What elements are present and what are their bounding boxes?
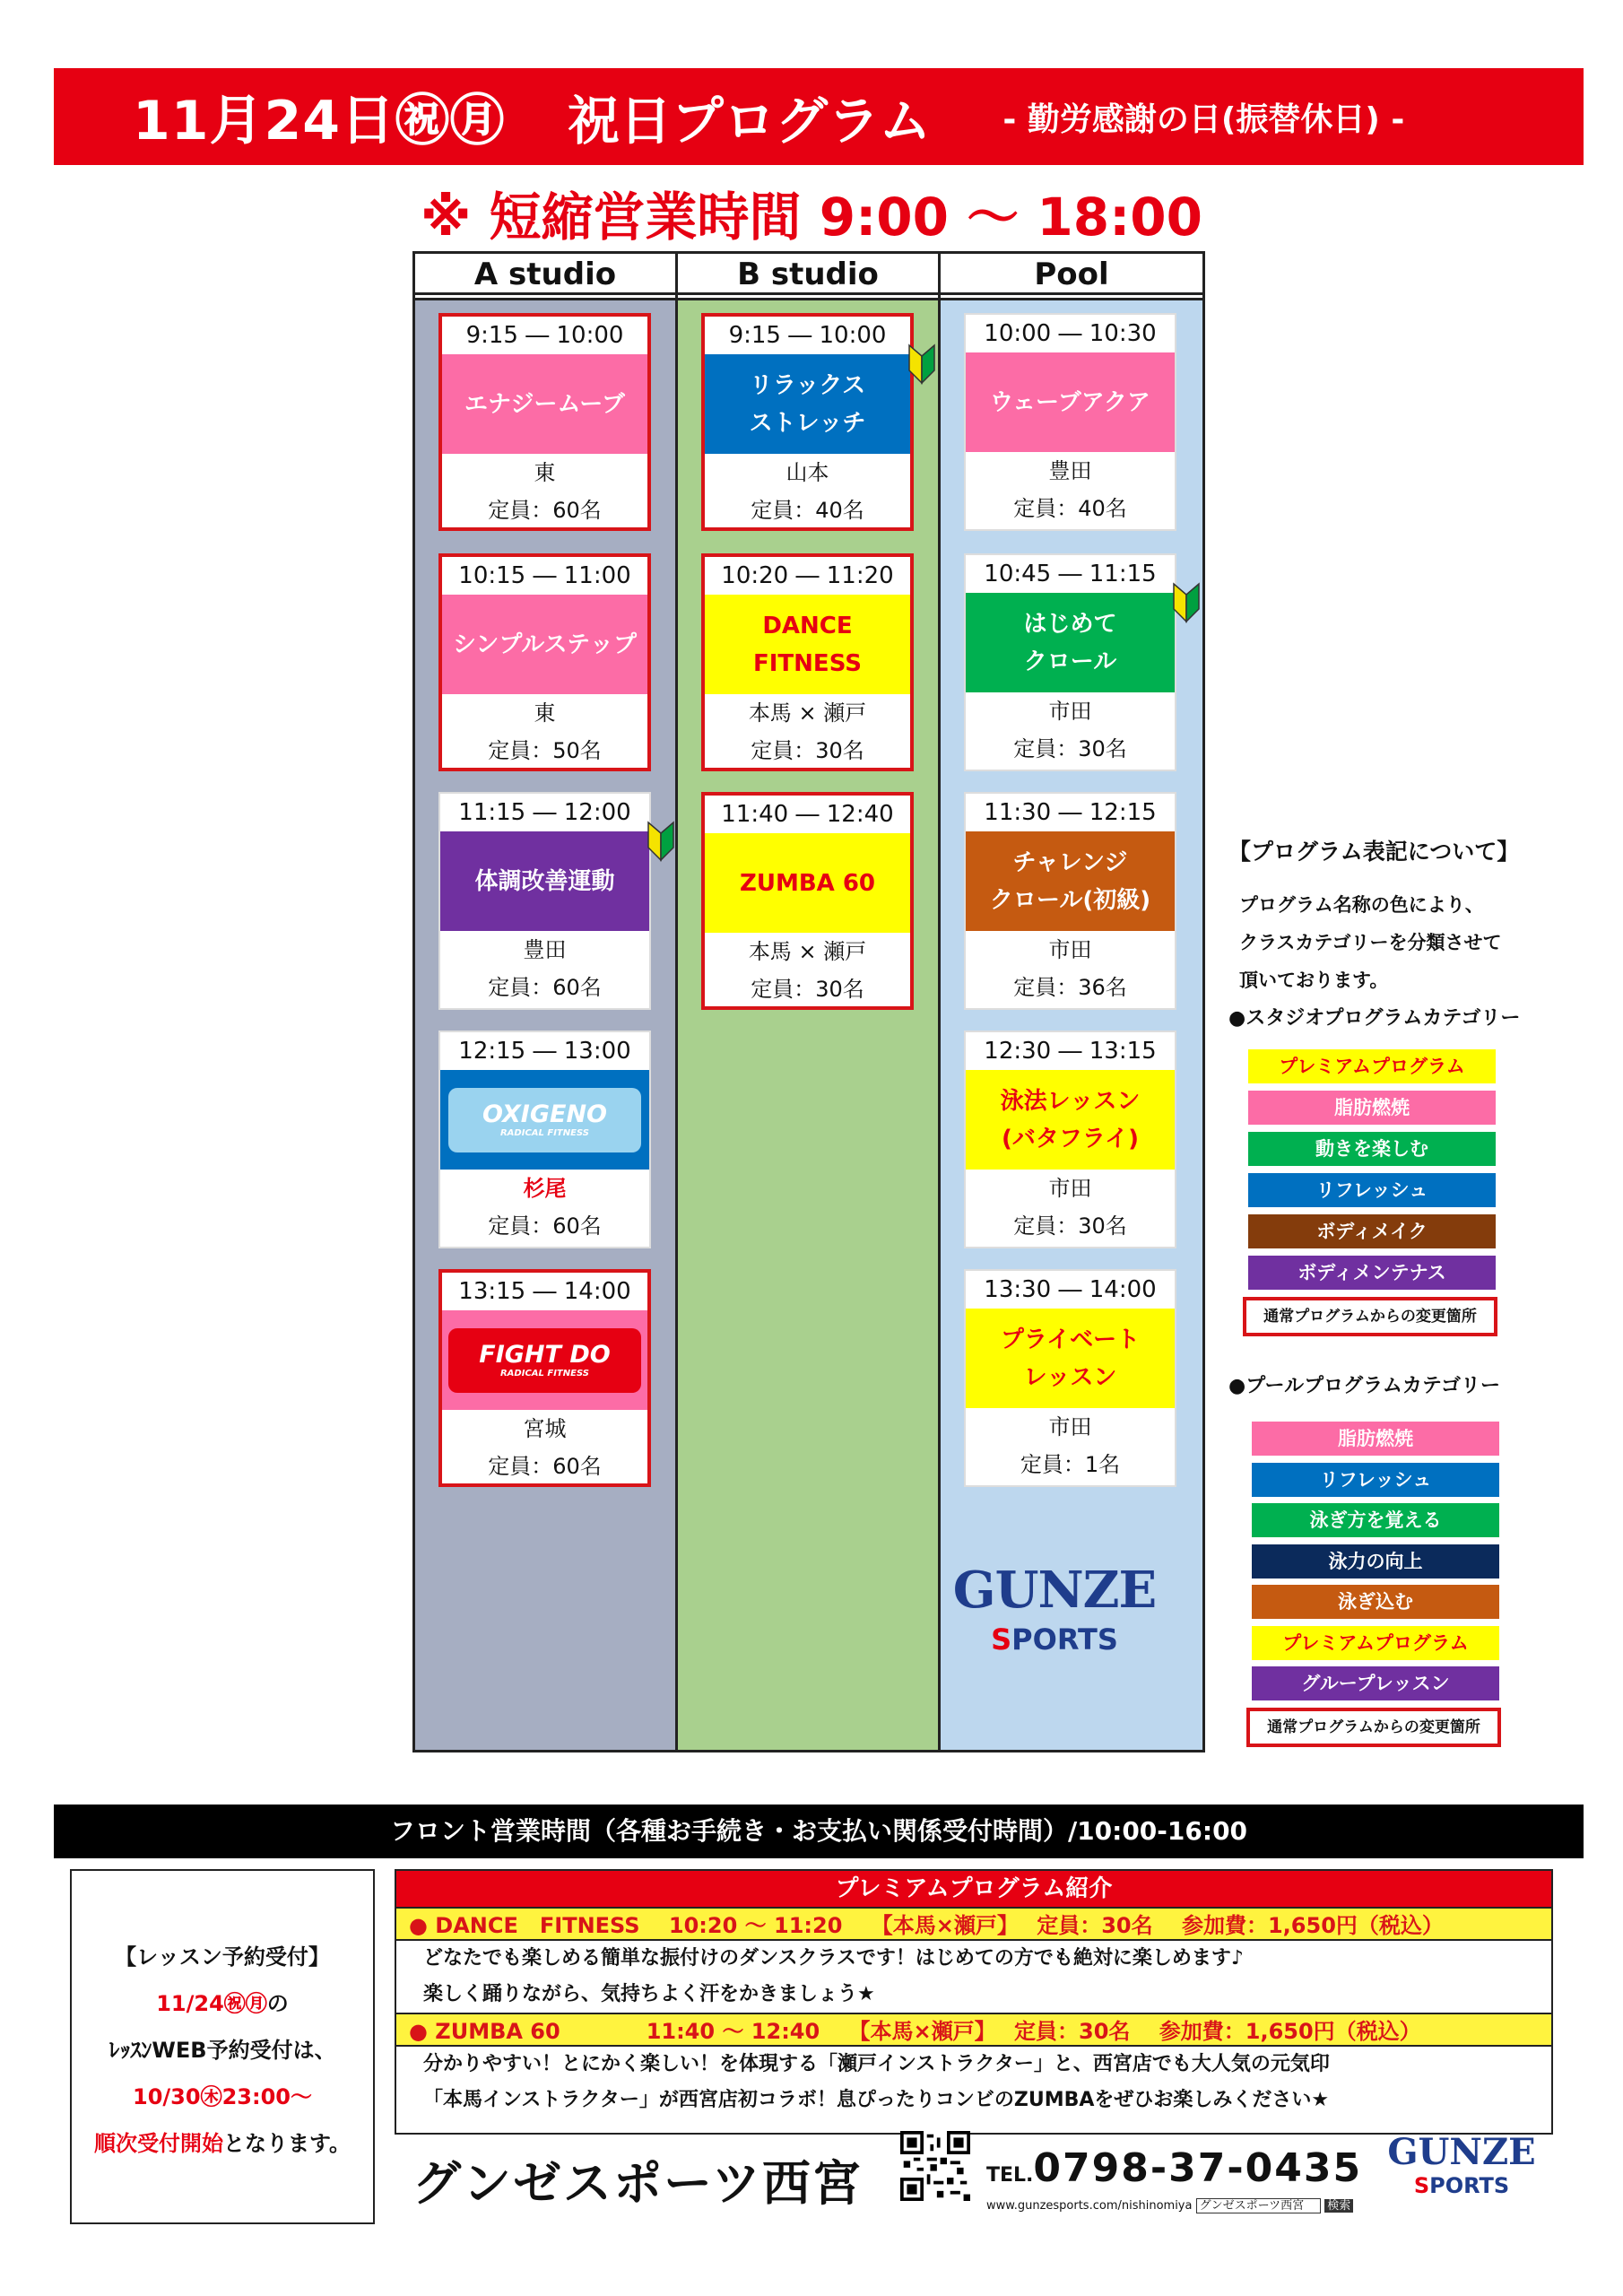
class-card[interactable] bbox=[438, 792, 651, 1010]
class-name: シンプルステップ bbox=[442, 595, 647, 694]
class-name: ZUMBA 60 bbox=[705, 833, 910, 933]
sports-logo-s: S bbox=[991, 1622, 1012, 1657]
column-header: A studio bbox=[415, 254, 675, 295]
class-card[interactable] bbox=[438, 553, 651, 771]
class-capacity: 定員：40名 bbox=[751, 498, 864, 523]
legend-category: 動きを楽しむ bbox=[1248, 1132, 1496, 1166]
reservation-start: 順次受付開始 bbox=[93, 2131, 223, 2156]
class-time: 11:15 ― 12:00 bbox=[458, 799, 631, 826]
class-capacity: 定員：30名 bbox=[1013, 736, 1127, 761]
class-card[interactable] bbox=[964, 1269, 1176, 1487]
class-time: 13:30 ― 14:00 bbox=[984, 1276, 1157, 1303]
class-name: プライベート レッスン bbox=[966, 1309, 1175, 1408]
legend-desc-line: 頂いております。 bbox=[1239, 970, 1389, 991]
premium-title: プレミアムプログラム紹介 bbox=[396, 1871, 1551, 1907]
qr-code-icon bbox=[900, 2131, 970, 2201]
legend-category: ボディメンテナス bbox=[1248, 1256, 1496, 1290]
premium-zumba-desc-1: 分かりやすい！とにかく楽しい！を体現する「瀬戸インストラクター」と、西宮店でも大人気の元気印 bbox=[423, 2053, 1330, 2075]
class-name: リラックス ストレッチ bbox=[705, 354, 910, 454]
legend-category: 泳ぎ方を覚える bbox=[1252, 1503, 1499, 1537]
class-capacity: 定員：60名 bbox=[488, 1454, 602, 1479]
search-button: 検索 bbox=[1324, 2199, 1353, 2213]
legend-title: 【プログラム表記について】 bbox=[1228, 839, 1520, 865]
class-capacity: 定員：60名 bbox=[488, 498, 602, 523]
class-capacity: 定員：40名 bbox=[1013, 496, 1127, 521]
column-header: B studio bbox=[678, 254, 938, 295]
gunze-logo-text: GUNZE bbox=[952, 1561, 1157, 1620]
class-capacity: 定員：60名 bbox=[488, 975, 602, 1000]
oxigeno-logo bbox=[448, 1088, 641, 1152]
legend-pool-title: ●プールプログラムカテゴリー bbox=[1228, 1375, 1500, 1397]
banner-subtitle: - 勤労感謝の日(振替休日) - bbox=[1002, 100, 1405, 138]
beginner-mark-icon bbox=[1173, 582, 1200, 623]
header-banner bbox=[54, 68, 1584, 165]
class-name: チャレンジ クロール(初級) bbox=[966, 831, 1175, 931]
legend-studio-list bbox=[1248, 1049, 1508, 1354]
legend-changed-marker: 通常プログラムからの変更箇所 bbox=[1243, 1297, 1497, 1336]
class-instructor: 市田 bbox=[1048, 699, 1092, 724]
class-time: 12:30 ― 13:15 bbox=[984, 1038, 1157, 1065]
legend-desc-line: プログラム名称の色により、 bbox=[1239, 894, 1484, 916]
class-capacity: 定員：60名 bbox=[488, 1213, 602, 1239]
column-body bbox=[941, 298, 1202, 1750]
footer-gunze-logo bbox=[1381, 2133, 1542, 2199]
short-hours: ※ 短縮営業時間 9:00 ～ 18:00 bbox=[420, 187, 1203, 248]
class-instructor: 宮城 bbox=[523, 1416, 567, 1441]
banner-title: 祝日プログラム bbox=[568, 91, 932, 152]
class-instructor: 豊田 bbox=[1048, 458, 1092, 483]
fightdo-logo bbox=[448, 1328, 641, 1393]
premium-dance-desc-2: 楽しく踊りながら、気持ちよく汗をかきましょう★ bbox=[423, 1983, 875, 2005]
class-name: はじめて クロール bbox=[966, 593, 1175, 692]
class-card[interactable] bbox=[964, 1031, 1176, 1248]
class-capacity: 定員：50名 bbox=[488, 738, 602, 763]
logo-subtext: RADICAL FITNESS bbox=[499, 1368, 589, 1378]
column-b-studio bbox=[678, 254, 941, 1750]
schedule-grid bbox=[412, 251, 1205, 1752]
class-time: 11:40 ― 12:40 bbox=[721, 801, 894, 828]
legend-category: グループレッスン bbox=[1252, 1666, 1499, 1700]
legend-category: リフレッシュ bbox=[1252, 1463, 1499, 1497]
class-instructor: 市田 bbox=[1048, 1414, 1092, 1439]
class-name: 泳法レッスン (バタフライ) bbox=[966, 1070, 1175, 1170]
premium-intro bbox=[395, 1869, 1553, 2135]
class-time: 10:45 ― 11:15 bbox=[984, 561, 1157, 587]
front-hours-bar: フロント営業時間（各種お手続き・お支払い関係受付時間）/10:00-16:00 bbox=[54, 1805, 1584, 1858]
website-url bbox=[986, 2196, 1353, 2213]
footer-sports-rest: PORTS bbox=[1429, 2173, 1510, 2198]
class-instructor: 市田 bbox=[1048, 937, 1092, 962]
legend-category: リフレッシュ bbox=[1248, 1173, 1496, 1207]
class-time: 9:15 ― 10:00 bbox=[728, 322, 887, 349]
legend-category: 泳力の向上 bbox=[1252, 1544, 1499, 1578]
class-card[interactable] bbox=[701, 313, 914, 531]
reservation-box bbox=[70, 1869, 375, 2224]
legend-category: プレミアムプログラム bbox=[1248, 1049, 1496, 1083]
reservation-title: 【レッスン予約受付】 bbox=[115, 1944, 330, 1970]
legend-description bbox=[1228, 886, 1605, 999]
class-card[interactable] bbox=[964, 553, 1176, 771]
class-time: 10:15 ― 11:00 bbox=[458, 562, 631, 589]
class-time: 10:20 ― 11:20 bbox=[721, 562, 894, 589]
class-instructor: 本馬 × 瀬戸 bbox=[748, 939, 867, 964]
class-time: 10:00 ― 10:30 bbox=[984, 320, 1157, 347]
column-header: Pool bbox=[941, 254, 1202, 295]
premium-zumba-head: ● ZUMBA 60 11:40 ～ 12:40 【本馬×瀬戸】 定員：30名 参加費：1,650円（税込） bbox=[396, 2013, 1551, 2047]
search-box: グンゼスポーツ西宮 bbox=[1196, 2198, 1321, 2213]
legend-studio-title: ●スタジオプログラムカテゴリー bbox=[1228, 1007, 1521, 1030]
class-card[interactable] bbox=[964, 313, 1176, 531]
class-name bbox=[442, 1310, 647, 1410]
class-capacity: 定員：30名 bbox=[751, 738, 864, 763]
banner-date: 11月24日㊗㊊ bbox=[133, 90, 505, 152]
class-instructor: 東 bbox=[534, 460, 556, 485]
class-instructor: 山本 bbox=[785, 460, 829, 485]
class-name: DANCE FITNESS bbox=[705, 595, 910, 694]
class-card[interactable] bbox=[701, 553, 914, 771]
legend-category: ボディメイク bbox=[1248, 1214, 1496, 1248]
footer-sports-s: S bbox=[1413, 2173, 1430, 2198]
reservation-line4-suffix: となります。 bbox=[222, 2131, 352, 2156]
reservation-date-line bbox=[72, 1980, 373, 2027]
class-card[interactable] bbox=[964, 792, 1176, 1010]
url-text: www.gunzesports.com/nishinomiya bbox=[986, 2199, 1193, 2213]
column-pool bbox=[941, 254, 1202, 1750]
column-body bbox=[678, 298, 938, 1750]
class-card[interactable] bbox=[438, 1031, 651, 1248]
logo-text: OXIGENO bbox=[482, 1100, 607, 1128]
class-card[interactable] bbox=[438, 1269, 651, 1487]
column-a-studio bbox=[415, 254, 678, 1750]
class-instructor: 市田 bbox=[1048, 1176, 1092, 1201]
phone-number bbox=[986, 2145, 1362, 2191]
legend-changed-marker: 通常プログラムからの変更箇所 bbox=[1246, 1708, 1501, 1747]
legend-category: プレミアムプログラム bbox=[1252, 1626, 1499, 1660]
reservation-date-suffix: の bbox=[266, 1991, 289, 2016]
premium-zumba-desc-2: 「本馬インストラクター」が西宮店初コラボ！息ぴったりコンビのZUMBAをぜひお楽しみください★ bbox=[423, 2089, 1330, 2111]
class-name: ウェーブアクア bbox=[966, 352, 1175, 452]
sports-logo-rest: PORTS bbox=[1011, 1622, 1118, 1657]
footer-gunze-text: GUNZE bbox=[1387, 2131, 1536, 2173]
legend-category: 脂肪燃焼 bbox=[1248, 1091, 1496, 1125]
class-capacity: 定員：1名 bbox=[1020, 1452, 1121, 1477]
class-instructor: 東 bbox=[534, 700, 556, 726]
class-instructor: 豊田 bbox=[523, 937, 567, 962]
class-card[interactable] bbox=[701, 792, 914, 1010]
logo-text: FIGHT DO bbox=[479, 1340, 611, 1369]
legend-pool-list bbox=[1252, 1422, 1512, 1780]
column-body bbox=[415, 298, 675, 1750]
legend-category: 泳ぎ込む bbox=[1252, 1585, 1499, 1619]
class-time: 12:15 ― 13:00 bbox=[458, 1038, 631, 1065]
class-instructor: 杉尾 bbox=[523, 1176, 567, 1201]
club-name: グンゼスポーツ西宮 bbox=[412, 2155, 863, 2212]
class-instructor: 本馬 × 瀬戸 bbox=[748, 700, 867, 726]
premium-dance-desc-1: どなたでも楽しめる簡単な振付けのダンスクラスです！はじめての方でも絶対に楽しめます♪ bbox=[423, 1947, 1244, 1970]
class-name: 体調改善運動 bbox=[440, 831, 649, 931]
class-name bbox=[440, 1070, 649, 1170]
logo-subtext: RADICAL FITNESS bbox=[499, 1127, 589, 1138]
reservation-line4 bbox=[72, 2120, 373, 2167]
beginner-mark-icon bbox=[647, 821, 674, 862]
beginner-mark-icon bbox=[908, 344, 935, 385]
class-card[interactable] bbox=[438, 313, 651, 531]
legend-category: 脂肪燃焼 bbox=[1252, 1422, 1499, 1456]
footer-sports-text bbox=[1381, 2172, 1542, 2199]
class-capacity: 定員：30名 bbox=[751, 977, 864, 1002]
tel-label: TEL. bbox=[986, 2164, 1034, 2187]
reservation-line2: ﾚｯｽﾝWEB予約受付は、 bbox=[108, 2038, 336, 2063]
tel-value: 0798-37-0435 bbox=[1033, 2145, 1363, 2191]
premium-dance-head: ● DANCE FITNESS 10:20 ～ 11:20 【本馬×瀬戸】 定員：30名 参加費：1,650円（税込） bbox=[396, 1907, 1551, 1941]
class-time: 13:15 ― 14:00 bbox=[458, 1278, 631, 1305]
class-name: エナジームーブ bbox=[442, 354, 647, 454]
legend bbox=[1228, 834, 1605, 1031]
sports-logo-text bbox=[947, 1622, 1162, 1657]
gunze-logo bbox=[947, 1561, 1162, 1657]
reservation-date: 11/24㊗㊊ bbox=[156, 1991, 267, 2016]
reservation-line3: 10/30㊍23:00～ bbox=[133, 2084, 312, 2109]
class-time: 9:15 ― 10:00 bbox=[465, 322, 624, 349]
class-capacity: 定員：36名 bbox=[1013, 975, 1127, 1000]
legend-desc-line: クラスカテゴリーを分類させて bbox=[1239, 932, 1502, 953]
class-capacity: 定員：30名 bbox=[1013, 1213, 1127, 1239]
class-time: 11:30 ― 12:15 bbox=[984, 799, 1157, 826]
